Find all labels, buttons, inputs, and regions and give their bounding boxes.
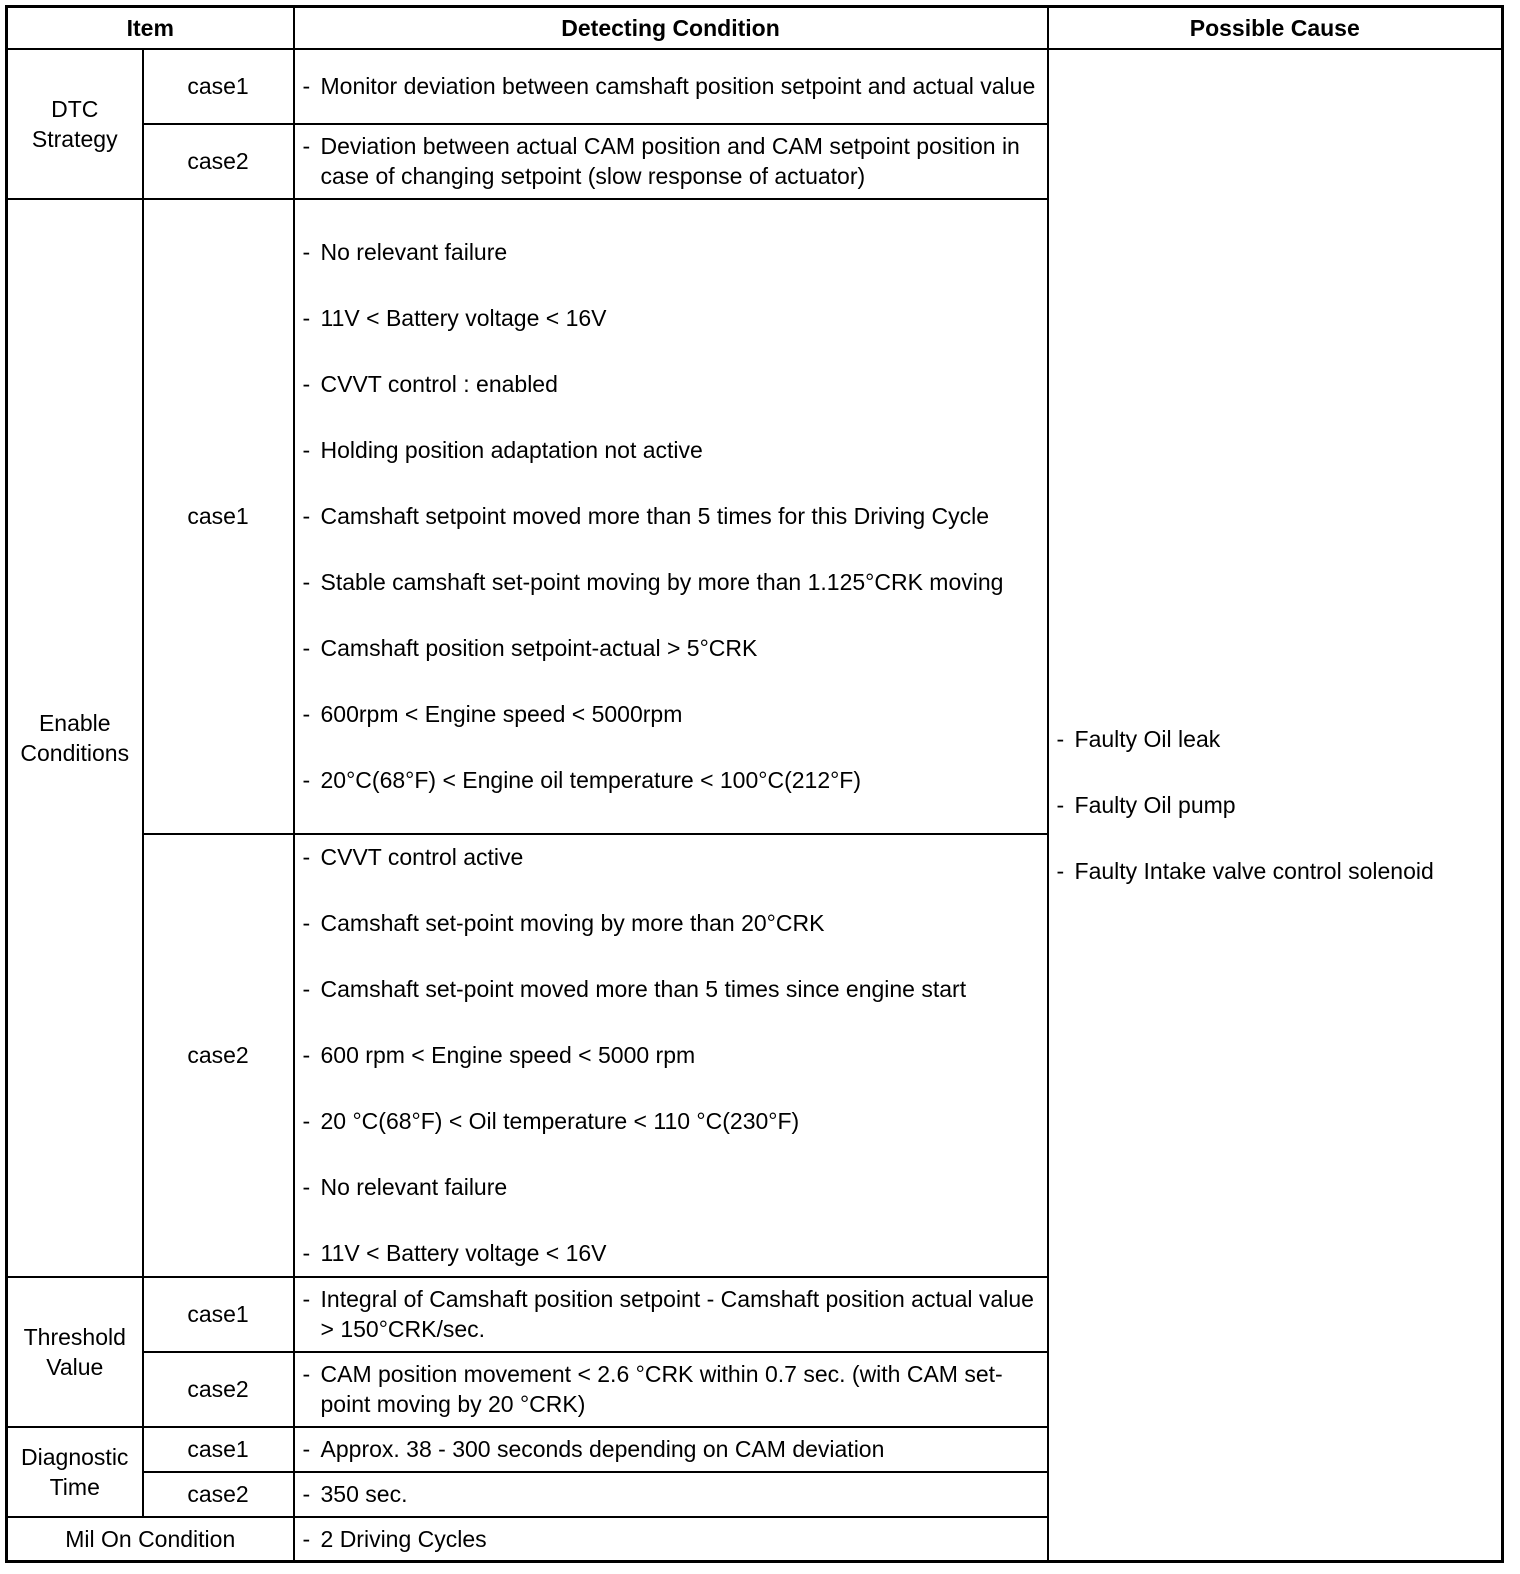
list-item: - 600 rpm < Engine speed < 5000 rpm	[302, 1042, 696, 1068]
bullet-dash: -	[302, 503, 311, 529]
list-item: - Camshaft set-point moved more than 5 times since engine start	[302, 976, 967, 1002]
bullet-dash: -	[302, 635, 311, 661]
possible-cause-cell	[1048, 49, 1503, 1562]
threshold-value-case2-label: case2	[143, 1352, 294, 1427]
bullet-dash: -	[302, 976, 311, 1002]
list-item: - CVVT control active	[302, 844, 524, 870]
list-item: - Camshaft set-point moving by more than 20°CRK	[302, 910, 825, 936]
enable-conditions-label: Enable Conditions	[7, 199, 143, 1277]
diagnostic-time-case2-label: case2	[143, 1472, 294, 1517]
diagnostic-time-case1-label: case1	[143, 1427, 294, 1472]
list-item: - 11V < Battery voltage < 16V	[302, 305, 607, 331]
bullet-dash: -	[302, 305, 311, 331]
dtc-spec-table	[5, 5, 1504, 1563]
threshold-value-case2-text: - CAM position movement < 2.6 °CRK within 0.7 sec. (with CAM set-point moving by 20 °CRK)	[294, 1352, 1048, 1427]
bullet-dash: -	[302, 910, 311, 936]
bullet-dash: -	[302, 239, 311, 265]
threshold-value-case1-text: - Integral of Camshaft position setpoint - Camshaft position actual value > 150°CRK/sec.	[294, 1277, 1048, 1352]
bullet-dash: -	[1056, 725, 1065, 752]
bullet-dash: -	[302, 1481, 311, 1507]
list-item: - Camshaft position setpoint-actual > 5°CRK	[302, 635, 758, 661]
mil-on-condition-label: Mil On Condition	[7, 1517, 294, 1562]
header-possible-cause: Possible Cause	[1048, 7, 1503, 49]
bullet-dash: -	[302, 1108, 311, 1134]
header-detecting-condition: Detecting Condition	[294, 7, 1048, 49]
possible-cause-list	[1057, 724, 1494, 886]
diagnostic-time-label: Diagnostic Time	[7, 1427, 143, 1517]
bullet-dash: -	[1056, 857, 1065, 884]
list-item: - Stable camshaft set-point moving by more than 1.125°CRK moving	[302, 569, 1004, 595]
list-item: - Camshaft setpoint moved more than 5 times for this Driving Cycle	[302, 503, 990, 529]
possible-cause-item: - Faulty Oil leak	[1056, 725, 1221, 752]
list-item: - No relevant failure	[302, 1174, 508, 1200]
bullet-dash: -	[302, 1286, 311, 1312]
list-item: - No relevant failure	[302, 239, 508, 265]
list-item: - 11V < Battery voltage < 16V	[302, 1240, 607, 1266]
bullet-dash: -	[302, 371, 311, 397]
enable-conditions-case1-list	[294, 199, 1048, 834]
bullet-dash: -	[302, 73, 311, 99]
list-item: - Holding position adaptation not active	[302, 437, 703, 463]
list-item: - CVVT control : enabled	[302, 371, 558, 397]
bullet-dash: -	[302, 767, 311, 793]
bullet-dash: -	[302, 1174, 311, 1200]
enable-conditions-case2-label: case2	[143, 834, 294, 1277]
dtc-strategy-case1-text: - Monitor deviation between camshaft position setpoint and actual value	[294, 49, 1048, 124]
possible-cause-item: - Faulty Intake valve control solenoid	[1056, 857, 1434, 884]
dtc-strategy-case2-text: - Deviation between actual CAM position and CAM setpoint position in case of changing setpoint (slow response of actuator)	[294, 124, 1048, 199]
bullet-dash: -	[302, 437, 311, 463]
header-row	[7, 7, 1503, 49]
diagnostic-time-case2-text: - 350 sec.	[294, 1472, 1048, 1517]
threshold-value-label: Threshold Value	[7, 1277, 143, 1427]
dtc-strategy-case2-label: case2	[143, 124, 294, 199]
bullet-dash: -	[302, 1436, 311, 1462]
dtc-strategy-label: DTC Strategy	[7, 49, 143, 199]
list-item: - 20°C(68°F) < Engine oil temperature < 100°C(212°F)	[302, 767, 862, 793]
header-item: Item	[7, 7, 294, 49]
enable-conditions-case2-list	[294, 834, 1048, 1277]
bullet-dash: -	[302, 133, 311, 159]
list-item: - 20 °C(68°F) < Oil temperature < 110 °C(230°F)	[302, 1108, 800, 1134]
dtc-strategy-case1-label: case1	[143, 49, 294, 124]
possible-cause-item: - Faulty Oil pump	[1056, 791, 1236, 818]
bullet-dash: -	[302, 1240, 311, 1266]
diagnostic-time-case1-text: - Approx. 38 - 300 seconds depending on CAM deviation	[294, 1427, 1048, 1472]
list-item: - 600rpm < Engine speed < 5000rpm	[302, 701, 683, 727]
mil-on-condition-text: - 2 Driving Cycles	[294, 1517, 1048, 1562]
bullet-dash: -	[302, 1042, 311, 1068]
table-row	[7, 49, 1503, 124]
bullet-dash: -	[302, 701, 311, 727]
bullet-dash: -	[302, 1361, 311, 1387]
bullet-dash: -	[302, 1525, 311, 1552]
threshold-value-case1-label: case1	[143, 1277, 294, 1352]
bullet-dash: -	[302, 844, 311, 870]
bullet-dash: -	[302, 569, 311, 595]
enable-conditions-case1-label: case1	[143, 199, 294, 834]
bullet-dash: -	[1056, 791, 1065, 818]
